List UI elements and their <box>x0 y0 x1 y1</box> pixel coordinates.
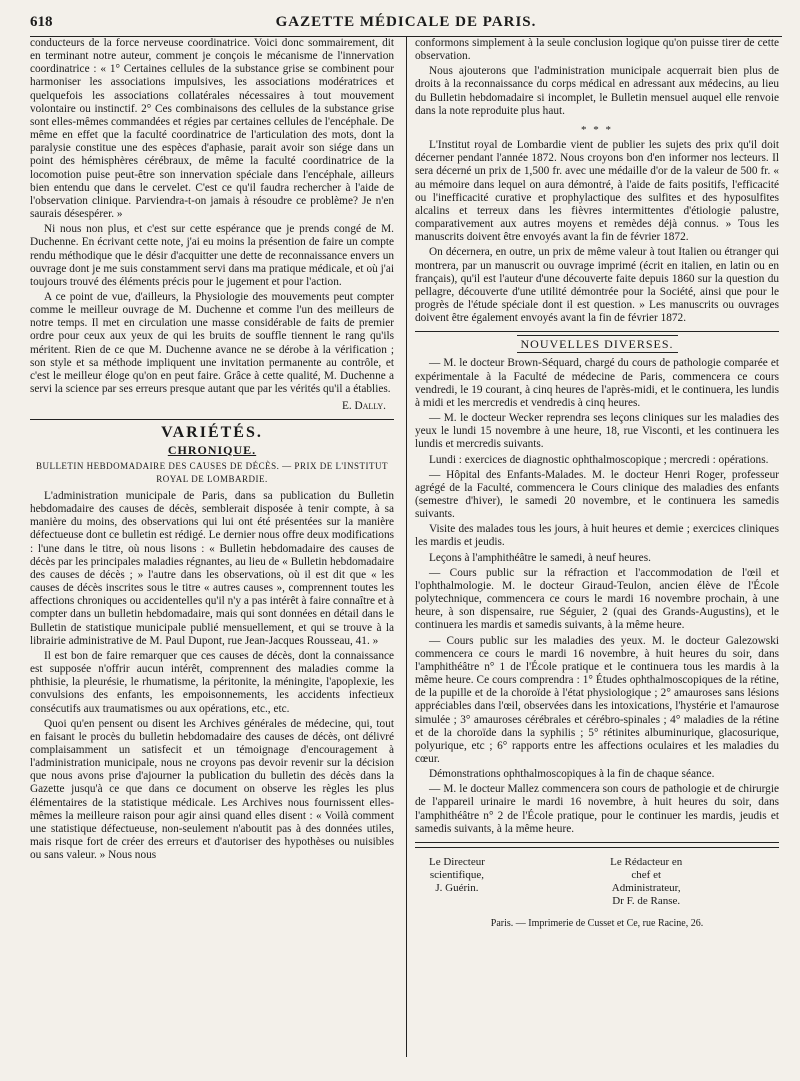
imprint: Paris. — Imprimerie de Cusset et Ce, rue Racine, 26. <box>490 917 704 929</box>
news-item: — M. le docteur Wecker reprendra ses leçons cliniques sur les maladies des yeux le lundi 15 novembre à une heure, 18, rue Visconti, et les continuera les lundis et mercredis suivants. <box>415 412 779 451</box>
paragraph: L'Institut royal de Lombardie vient de publier les sujets des prix qu'il doit décerner pendant l'année 1872. Nous croyons bon d'en informer nos lecteurs. Il sera décerné un prix de 1,500 fr. avec une médaille d'or de la valeur de 500 fr. « au mémoire dans lequel on aura démontré, à l'aide de faits positifs, l'efficacité ou l'inefficacité curative et prophylactique des sulfites et des hyposulfites alcalins et terreux dans les fièvres intermittentes d'étiologie palustre, comparativement aux autres moyens et remèdes déjà connus. » Tous les manuscrits doivent être envoyés avant la fin de février 1872. <box>415 139 779 244</box>
director-name: J. Guérin. <box>435 882 479 895</box>
news-heading <box>415 338 779 351</box>
paragraph: Il est bon de faire remarquer que ces causes de décès, dont la connaissance est supposée n'offrir aucun intérêt, comprennent des maladies comme la phthisie, la pleurésie, le rhumatisme, la péritonite, la méningite, l'apoplexie, les convulsions des enfants, les empoisonnements, les accidents infectieux consécutifs aux traumatismes ou aux opérations, etc., etc. <box>30 649 394 715</box>
editors <box>415 856 779 909</box>
divider <box>415 847 779 848</box>
news-item: — M. le docteur Mallez commencera son cours de pathologie et de chirurgie de l'appareil urinaire le mardi 16 novembre, à huit heures du soir, dans l'amphithéâtre n° 2 de l'École pratique, pour le continuer les mardis, jeudis et samedis suivants, à la même heure. <box>415 783 779 835</box>
section-title: VARIÉTÉS. <box>161 424 263 442</box>
running-header <box>30 14 782 37</box>
chronique-heading: CHRONIQUE. <box>167 442 257 457</box>
news-item: Démonstrations ophthalmoscopiques à la fin de chaque séance. <box>429 768 715 781</box>
editor-title: Le Rédacteur en chef et Administrateur, <box>610 855 683 895</box>
signature: E. Dally. <box>341 400 386 413</box>
column-rule <box>406 37 407 1057</box>
news-item: — M. le docteur Brown-Séquard, chargé du cours de pathologie comparée et expérimentale à la Faculté de médecine de Paris, commencera ce cours vendredi, le 19 courant, à cinq heures de l'après-midi, et le continuera, les lundis à midi et les mercredis et vendredis à cinq heures. <box>415 357 779 409</box>
paragraph: conformons simplement à la seule conclusion logique qu'on puisse tirer de cette observation. <box>415 37 779 63</box>
paragraph: A ce point de vue, d'ailleurs, la Physiologie des mouvements peut compter comme le meilleur ouvrage de M. Duchenne et comme l'un des meilleurs de notre temps. Il met en circulation une masse considérable de faits de premier ordre pour ceux aux yeux de qui les bruits de souffle tiennent le rang qu'ils méritent. Rien de ce que M. Duchenne avance ne se dérobe à la vérification ; son style et sa méthode impliquent une invitation permanente au contrôle, et c'est le meilleur éloge qu'on en peut faire. Grâce à cette qualité, M. Duchenne a servi la science par ses erreurs presque autant que par les vérités qu'il a établies. <box>30 290 394 396</box>
editor <box>604 856 779 909</box>
director-title: Le Directeur scientifique, <box>428 855 485 882</box>
news-heading-text: NOUVELLES DIVERSES. <box>517 335 678 353</box>
paragraph: Ni nous non plus, et c'est sur cette espérance que je prends congé de M. Duchenne. En écrivant cette note, j'ai eu moins la présention de faire un compte rendu méthodique que le désir d'acquitter une dette de reconnaissance envers un ouvrage dont je me suis constamment servi dans ma pratique médicale, et où j'ai toujours trouvé des éléments précis pour le jugement et pour l'action. <box>30 223 394 288</box>
left-column <box>30 37 400 1057</box>
news-item: Visite des malades tous les jours, à huit heures et demie ; exercices cliniques les mardis et jeudis. <box>415 523 779 549</box>
director <box>415 856 590 909</box>
news-item: — Cours public sur les maladies des yeux. M. le docteur Galezowski commencera ce cours le mardi 16 novembre, à huit heures du soir, dans l'amphithéâtre n° 1 de l'École pratique et le continuera tous les mardis à la même heure. Ce cours comprendra : 1° Études ophthalmoscopiques de la rétine, de la pupille et de la choroïde à l'état physiologique ; 2° amauroses sans lésions appréciables dans l'œil, observées dans les intoxications, l'hystérie et l'amaurose simulée ; 3° amauroses cérébrales et cérébro-spinales ; 4° maladies de la rétine et de la choroïde dans la syphilis ; 5° rétinites albuminurique, glacosurique, polyurique, etc ; 6° rapports entre les affections oculaires et les maladies du cœur. <box>415 634 779 765</box>
news-item: Leçons à l'amphithéâtre le samedi, à neuf heures. <box>429 551 651 564</box>
right-column <box>413 37 779 1057</box>
paragraph: Quoi qu'en pensent ou disent les Archives générales de médecine, qui, tout en faisant le procès du bulletin hebdomadaire des causes de décès, ont délivré complaisamment un satisfecit et un témoignage d'encouragement à l'administration municipale, nous ne croyons pas devoir revenir sur la décision que nous avons prise d'ajourner la publication du bulletin des décès dans la Gazette jusqu'à ce que dans ce document on observe les règles les plus élémentaires de la statistique médicale. Les Archives nous fournissent elles-mêmes la meilleure raison pour agir ainsi quand elles disent : « Voilà comment une statistique défectueuse, non-seulement n'aboutit pas à des données utiles, mais risque fort de créer des erreurs et d'autoriser des hypothèses ou nuisibles ou sans valeur. » Nous nous <box>30 717 394 862</box>
paragraph: L'administration municipale de Paris, dans sa publication du Bulletin hebdomadaire des causes de décès, semblerait disposée à tenir compte, à sa manière du moins, des observations qui lui ont été présentées sur la manière défectueuse dont ce bulletin est rédigé. Le dernier nous offre deux modifications : l'une dans le titre, où nous lisons : « Bulletin hebdomadaire des causes de décès par les principales maladies régnantes, au lieu de « Bulletin hebdomadaire des causes de décès ; » l'autre dans les observations, où il est dit que « les causes de décès inscrites sous le titre « autres causes », comprennent toutes les affections chroniques ou accidentelles qu'il n'y a pas intérêt à faire connaître et à compter dans un bulletin hebdomadaire, mais qui sont données en détail dans le Bulletin de statistique municipale publié mensuellement, et qui se trouve à la librairie administrative de M. Paul Dupont, rue Jean-Jacques Rousseau, 41. » <box>30 490 394 647</box>
paragraph: On décernera, en outre, un prix de même valeur à tout Italien ou étranger qui montrera, par un manuscrit ou ouvrage imprimé (écrit en italien, en latin ou en français), qu'il est l'auteur d'une découverte faite depuis 1860 sur la question du pellagre, découverte d'une utilité démontrée pour la Société, ainsi que pour le progrès de l'étude spéciale dont il est question. » Les manuscrits ou ouvrages doivent être également envoyés avant la fin de février 1872. <box>415 246 779 325</box>
asterism: * * * <box>581 123 613 136</box>
paragraph: Nous ajouterons que l'administration municipale acquerrait bien plus de droits à la reconnaissance du corps médical en adressant aux médecins, au lieu du Bulletin hebdomadaire si incomplet, le Bulletin mensuel auquel elle renvoie dans la note reproduite plus haut. <box>415 65 779 117</box>
news-item: — Hôpital des Enfants-Malades. M. le docteur Henri Roger, professeur agrégé de la Faculté, commencera le Cours clinique des maladies des enfants (semestre d'hiver), le samedi 20 novembre, et le continuera les samedis suivants. <box>415 468 779 521</box>
paragraph: conducteurs de la force nerveuse coordinatrice. Voici donc sommairement, dit en terminant notre auteur, comment je conçois le mécanisme de l'innervation coordinatrice : « 1° Certaines cellules de la substance grise se combinent pour harmoniser les associations impulsives, les associations modératrices et quelquefois les associations collatérales nécessaires à tout mouvement volontaire ou instinctif. 2° Ces combinaisons des cellules de la substance grise sont elles-mêmes commandées et régies par certaines cellules de l'encéphale. De même en effet que la faculté coordinatrice de l'articulation des mots, dont la paralysie constitue une des espèces d'aphasie, parait avoir son siége dans un point des hémisphères cérébraux, de même la faculté coordinatrice de la locomotion puise peut-être son innervation spéciale dans l'encéphale, ailleurs bien entendu que dans le cervelet. C'est ce qu'il faudra rechercher à l'aide de l'observation clinique. Parviendra-t-on jamais à résoudre ce problème? Je n'en saurais désespérer. » <box>30 37 394 221</box>
divider <box>415 842 779 843</box>
journal-title: GAZETTE MÉDICALE DE PARIS. <box>275 14 537 30</box>
page-number: 618 <box>30 14 53 30</box>
news-item: — Cours public sur la réfraction et l'accommodation de l'œil et l'ophthalmologie. M. le docteur Giraud-Teulon, ancien élève de l'École polytechnique, commencera ce cours le mardi 16 novembre prochain, à une heure, à son dispensaire, rue Séguier, 2 (quai des Grands-Augustins), et le continuera les mardis et samedis suivants, à la même heure. <box>415 566 779 632</box>
editor-name: Dr F. de Ranse. <box>612 895 681 908</box>
divider <box>30 419 394 420</box>
divider <box>415 331 779 332</box>
article-heading: BULLETIN HEBDOMADAIRE DES CAUSES DE DÉCÈS. — PRIX DE L'INSTITUT ROYAL DE LOMBARDIE. <box>35 460 389 484</box>
news-item: Lundi : exercices de diagnostic ophthalmoscopique ; mercredi : opérations. <box>429 453 769 466</box>
